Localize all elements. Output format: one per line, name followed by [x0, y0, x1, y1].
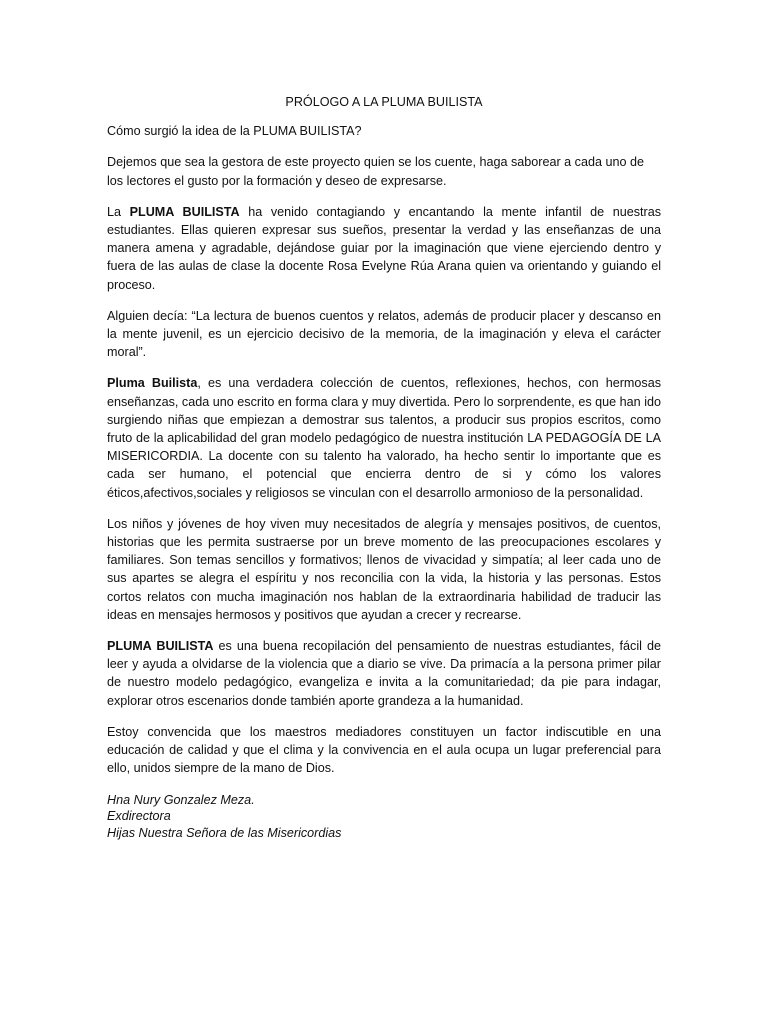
- document-title: PRÓLOGO A LA PLUMA BUILISTA: [285, 95, 483, 109]
- quote-paragraph: Alguien decía: “La lectura de buenos cuentos y relatos, además de producir placer y descanso en la mente juvenil, es un ejercicio decisivo de la memoria, de la imaginación y eleva el carácter moral”.: [107, 308, 661, 360]
- paragraph-ninos-jovenes: Los niños y jóvenes de hoy viven muy necesitados de alegría y mensajes positivos, de cuentos, historias que les permita sustraerse por un breve momento de las preocupaciones escolares y familiares. Son temas sencillos y formativos; llenos de vivacidad y simpatía; al leer cada uno de sus apartes se alegra el espíritu y nos reconcilia con la vida, la historia y las personas. Estos cortos relatos con mucha imaginación nos hablan de la extraordinaria habilidad de traducir las ideas en mensajes hermosos y positivos que ayudan a crecer y recrearse.: [107, 516, 661, 622]
- paragraph-maestros: Estoy convencida que los maestros mediadores constituyen un factor indiscutible en una educación de calidad y que el clima y la convivencia en el aula ocupa un lugar preferencial para ello, unidos siempre de la mano de Dios.: [107, 724, 661, 776]
- paragraph-coleccion: [107, 374, 661, 501]
- signature-name: Hna Nury Gonzalez Meza.: [107, 792, 255, 807]
- paragraph-text: ha venido contagiando y encantando la mente infantil de nuestras estudiantes. Ellas quieren expresar sus sueños, presentar la verdad y las enseñanzas de una manera amena y agradable, dejándose guiar por la imaginación que viene ejerciendo dentro y fuera de las aulas de clase la docente Rosa Evelyne Rúa Arana quien va orientando y guiando el proceso.: [107, 204, 661, 292]
- intro-paragraph: Dejemos que sea la gestora de este proyecto quien se los cuente, haga saborear a cada uno de los lectores el gusto por la formación y deseo de expresarse.: [107, 155, 644, 188]
- document-page: [107, 93, 661, 841]
- paragraph-pluma-builista: [107, 203, 661, 294]
- signature-organization: Hijas Nuestra Señora de las Misericordias: [107, 825, 342, 840]
- paragraph-bold-term: Pluma Builista: [107, 376, 198, 391]
- paragraph-bold-term: PLUMA BUILISTA: [129, 204, 240, 219]
- paragraph-recopilacion: [107, 637, 661, 710]
- paragraph-text: , es una verdadera colección de cuentos, reflexiones, hechos, con hermosas enseñanzas, cada uno escrito en forma clara y muy divertida. Pero lo sorprendente, es que han ido surgiendo niñas que empiezan a demostrar sus talentos, a producir sus propios escritos, como fruto de la aplicabilidad del gran modelo pedagógico de nuestra institución LA PEDAGOGÍA DE LA MISERICORDIA. La docente con su talento ha valorado, ha hecho sentir lo importante que es cada ser humano, el potencial que encierra dentro de si y cómo los valores éticos,afectivos,sociales y religiosos se vinculan con el desarrollo armonioso de la personalidad.: [107, 376, 661, 500]
- signature-role: Exdirectora: [107, 809, 171, 824]
- question-paragraph: Cómo surgió la idea de la PLUMA BUILISTA?: [107, 124, 362, 139]
- paragraph-text: es una buena recopilación del pensamiento de nuestras estudiantes, fácil de leer y ayuda a olvidarse de la violencia que a diario se vive. Da primacía a la persona primer pilar de nuestro modelo pedagógico, evangeliza e invita a la comunitariedad; da pie para indagar, explorar otros escenarios donde también aporte grandeza a la humanidad.: [107, 639, 662, 708]
- signature-block: [107, 792, 661, 842]
- paragraph-bold-term: PLUMA BUILISTA: [107, 639, 214, 654]
- paragraph-lead: La: [107, 204, 130, 219]
